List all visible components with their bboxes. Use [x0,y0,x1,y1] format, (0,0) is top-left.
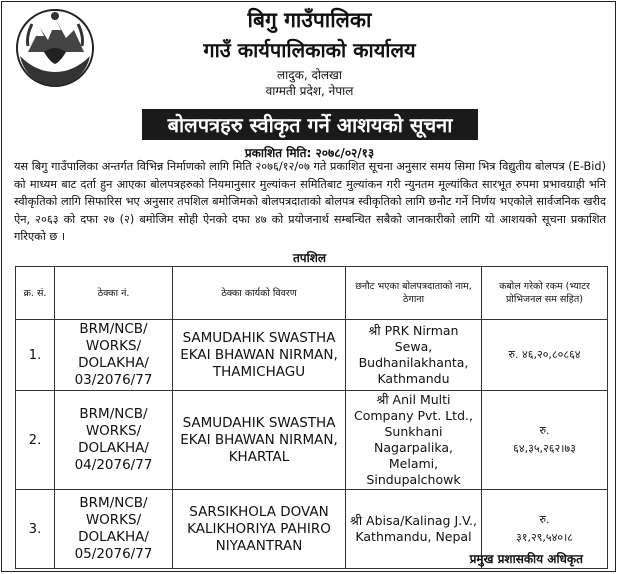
row-sn: 2. [16,391,55,490]
row-amount-cell [482,320,608,391]
header-sn: क्र. सं. [16,267,55,320]
amount-value: ६४,३५,२६२।७३ [513,442,576,455]
row-contract-no: BRM/NCB/ WORKS/ DOLAKHA/ 05/2076/77 [55,490,173,569]
published-date: प्रकाशित मिति: २०७८/०२/१३ [244,146,375,160]
row-contract-no: BRM/NCB/ WORKS/ DOLAKHA/ 04/2076/77 [55,391,173,490]
row-sn: 1. [16,320,55,391]
row-bidder: श्री PRK Nirman Sewa, Budhanilakhanta, Kathmandu [346,320,482,391]
amount-prefix: रु. [539,513,550,526]
row-work-desc: SARSIKHOLA DOVAN KALIKHORIYA PAHIRO NIYAANTRAN [173,490,346,569]
header-amount: कबोल गरेको रकम (भ्याटर प्रोभिजनल सम सहित) [482,267,608,320]
schedule-label: तपशिल [292,251,327,265]
address-line-2: वाग्मती प्रदेश, नेपाल [265,84,354,98]
row-contract-no: BRM/NCB/ WORKS/ DOLAKHA/ 03/2076/77 [55,320,173,391]
amount-value: ३१,२९,५४०।८ [516,531,573,544]
office-name: गाउँ कार्यपालिकाको कार्यालय [203,38,416,62]
header-contract-no: ठेक्का नं. [55,267,173,320]
municipality-name: बिगु गाउँपालिका [247,8,372,32]
row-work-desc: SAMUDAHIK SWASTHA EKAI BHAWAN NIRMAN, KHARTAL [173,391,346,490]
amount-prefix: रु. [539,424,550,437]
row-bidder: श्री Abisa/Kalinag J.V., Kathmandu, Nepal [346,490,482,569]
table-header-row [16,267,608,320]
header-work-desc: ठेक्का कार्यको विवरण [173,267,346,320]
row-sn: 3. [16,490,55,569]
row-work-desc: SAMUDAHIK SWASTHA EKAI BHAWAN NIRMAN, THAMICHAGU [173,320,346,391]
header-bidder: छनौट भएका बोलपत्रदाताको नाम, ठेगाना [346,267,482,320]
table-row [16,391,608,490]
signatory-title: प्रमुख प्रशासकीय अधिकृत [469,552,583,566]
row-bidder: श्री Anil Multi Company Pvt. Ltd., Sunkhani Nagarpalika, Melami, Sindupalchowk [346,391,482,490]
amount-value: ४६,२०,८०८६४ [522,348,581,361]
notice-body: यस बिगु गाउँपालिका अन्तर्गत विभिन्न निर्माणको लागि मिति २०७६/१२/०७ गते प्रकाशित सूचना अनुसार समय सिमा भित्र विद्युतीय बोलपत्र (E-Bid) को माध्यम बाट दर्ता हुन आएका बोलपत्रहरुको नियमानुसार मुल्यांकन समितिबाट मुल्यांकन गरी न्युनतम मूल्यांकित सारभूत रुपमा प्रभावग्राही भनि स्वीकृतिको लागि सिफारिस भए अनुसार तपशिल बमोजिमको बोलपत्रदाताको बोलपत्र स्वीकृतिको लागि छनौट गर्ने निर्णय भएकोले सार्वजनिक खरीद ऐन, २०६३ को दफा २७ (२) बमोजिम सोही ऐनको दफा ४७ को प्रयोजनार्थ सम्बन्धित सबैको जानकारीको लागि यो आशयको सूचना प्रकाशित गरिएको छ । [14,160,606,243]
bid-table [15,266,608,569]
table-row [16,320,608,391]
row-amount-cell [482,391,608,490]
amount-prefix: रु. [508,348,519,361]
notice-title: बोलपत्रहरु स्वीकृत गर्ने आशयको सूचना [142,109,478,140]
address-line-1: लादुक, दोलखा [276,68,342,82]
